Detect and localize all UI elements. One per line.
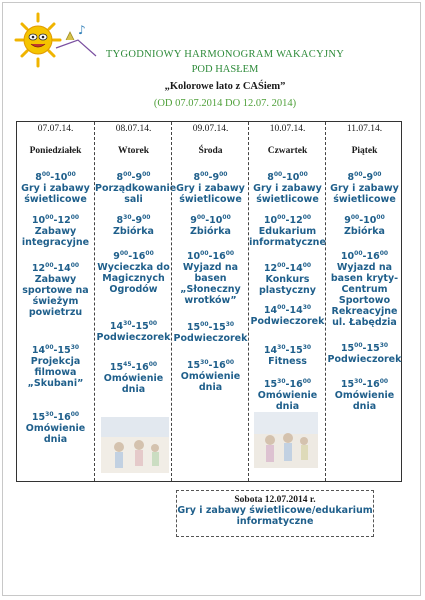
activity-time: $8^{00}-9^{00}$ — [116, 170, 151, 183]
time-start-hour: 15 — [109, 362, 124, 373]
time-end-minutes: 00 — [148, 360, 158, 368]
activity-description: Gry i zabawy świetlicowe — [176, 183, 245, 205]
time-start-minutes: 30 — [277, 343, 286, 351]
activity-description: Wyjazd na basen „Słoneczny wrotków” — [180, 262, 241, 306]
activity-time: $15^{00}-15^{30}$ — [186, 320, 235, 333]
activity-description: Zabawy integracyjne — [21, 226, 90, 248]
time-start-hour: 15 — [31, 412, 46, 423]
activity-time: $15^{30}-16^{00}$ — [340, 377, 389, 390]
time-end-minutes: 00 — [70, 213, 80, 221]
time-end-minutes: 00 — [373, 170, 382, 178]
activity-description: Omówienie dnia — [25, 423, 86, 445]
time-start-minutes: 30 — [123, 319, 132, 327]
time-end-minutes: 30 — [302, 303, 312, 311]
activity-time: $15^{30}-16^{00}$ — [31, 410, 80, 423]
time-end-hour: 16 — [132, 251, 146, 262]
time-start-minutes: 30 — [200, 358, 209, 366]
day-date: 08.07.14. — [115, 124, 152, 134]
time-end-hour: 15 — [289, 345, 303, 356]
schedule-table — [16, 121, 402, 482]
time-start-hour: 14 — [263, 345, 278, 356]
activity-item — [95, 251, 172, 295]
time-start-hour: 9 — [190, 215, 197, 226]
time-start-hour: 10 — [340, 251, 355, 262]
activity-item — [17, 412, 94, 445]
activity-item — [95, 362, 172, 395]
activity-item — [172, 251, 249, 306]
time-end-minutes: 30 — [70, 343, 80, 351]
activity-time: $14^{00}-14^{30}$ — [263, 303, 312, 316]
time-end-minutes: 00 — [142, 170, 151, 178]
time-start-hour: 9 — [344, 215, 351, 226]
activity-item — [172, 215, 249, 237]
time-start-minutes: 00 — [354, 170, 363, 178]
title-block — [80, 47, 370, 111]
time-end-hour: 14 — [289, 305, 303, 316]
time-end-minutes: 00 — [225, 249, 235, 257]
time-start-minutes: 00 — [200, 170, 209, 178]
time-start-minutes: 00 — [45, 343, 54, 351]
time-end-minutes: 00 — [145, 249, 154, 257]
time-start-hour: 15 — [263, 379, 278, 390]
activity-description: Gry i zabawy świetlicowe — [253, 183, 322, 205]
time-end-minutes: 00 — [299, 170, 308, 178]
activity-time: $9^{00}-10^{00}$ — [344, 213, 385, 226]
activity-item — [249, 215, 326, 248]
activity-description: Gry i zabawy świetlicowe — [330, 183, 399, 205]
time-start-minutes: 30 — [354, 377, 363, 385]
activity-description: Konkurs plastyczny — [259, 274, 316, 296]
activity-time: $14^{30}-15^{00}$ — [109, 319, 158, 332]
time-end-minutes: 30 — [302, 343, 312, 351]
day-date: 11.07.14. — [346, 124, 383, 134]
day-name: Poniedziałek — [29, 146, 82, 156]
activity-time: $9^{00}-16^{00}$ — [113, 249, 154, 262]
time-end-hour: 15 — [212, 322, 226, 333]
time-end-hour: 12 — [289, 215, 303, 226]
activity-description: Zbiórka — [113, 226, 154, 237]
time-end-hour: 16 — [212, 360, 226, 371]
time-end-minutes: 00 — [225, 358, 235, 366]
time-end-hour: 9 — [135, 215, 143, 226]
activity-item — [95, 170, 177, 205]
activity-item — [17, 172, 94, 205]
time-end-hour: 10 — [54, 172, 68, 183]
time-start-hour: 15 — [186, 322, 201, 333]
saturday-title: Sobota 12.07.2014 r. — [234, 495, 316, 505]
activity-time: $8^{00}-9^{00}$ — [347, 170, 382, 183]
time-end-minutes: 00 — [302, 213, 312, 221]
day-column — [171, 122, 249, 481]
activity-description: Projekcja filmowa „Skubani” — [27, 356, 84, 389]
activity-description: Omówienie dnia — [257, 390, 318, 412]
time-start-minutes: 00 — [277, 303, 286, 311]
time-end-minutes: 00 — [376, 213, 385, 221]
time-start-hour: 8 — [347, 172, 355, 183]
activity-item — [326, 251, 403, 328]
time-start-hour: 8 — [116, 215, 124, 226]
activity-time: $10^{00}-12^{00}$ — [31, 213, 80, 226]
time-start-minutes: 00 — [119, 249, 129, 257]
time-end-minutes: 00 — [302, 377, 312, 385]
time-end-hour: 9 — [135, 172, 143, 183]
time-end-hour: 10 — [209, 215, 223, 226]
activity-item — [249, 263, 326, 296]
activity-item — [172, 172, 249, 205]
time-end-minutes: 00 — [67, 170, 76, 178]
activity-item — [326, 172, 403, 205]
time-start-minutes: 00 — [277, 261, 286, 269]
activity-time: $10^{00}-16^{00}$ — [186, 249, 235, 262]
activity-description: Podwieczorek — [96, 332, 171, 343]
day-name: Środa — [198, 146, 223, 156]
time-start-minutes: 00 — [196, 213, 206, 221]
activity-item — [326, 343, 403, 365]
day-column — [248, 122, 326, 481]
day-column — [94, 122, 177, 481]
activity-item — [17, 345, 94, 389]
day-date: 07.07.14. — [37, 124, 74, 134]
time-start-minutes: 30 — [277, 377, 286, 385]
activity-item — [172, 322, 249, 344]
activity-time: $14^{00}-15^{30}$ — [31, 343, 80, 356]
time-end-hour: 15 — [366, 343, 380, 354]
activity-item — [17, 215, 94, 248]
activity-description: Omówienie dnia — [103, 373, 164, 395]
day-name: Wtorek — [118, 146, 149, 156]
svg-text:♪: ♪ — [78, 23, 86, 37]
time-end-hour: 9 — [366, 172, 374, 183]
day-name: Piątek — [351, 146, 378, 156]
time-start-minutes: 00 — [350, 213, 360, 221]
activity-time: $10^{00}-16^{00}$ — [340, 249, 389, 262]
time-start-minutes: 00 — [45, 213, 54, 221]
time-end-minutes: 00 — [219, 170, 228, 178]
activity-description: Wycieczka do Magicznych Ogrodów — [97, 262, 170, 295]
time-end-minutes: 00 — [302, 261, 312, 269]
activity-time: $12^{00}-14^{00}$ — [263, 261, 312, 274]
saturday-activity: Gry i zabawy świetlicowe/edukarium informatyczne — [177, 505, 373, 527]
activity-time: $9^{00}-10^{00}$ — [190, 213, 231, 226]
time-start-minutes: 00 — [45, 261, 54, 269]
saturday-box — [176, 490, 374, 537]
time-end-minutes: 00 — [222, 213, 231, 221]
time-end-hour: 16 — [57, 412, 71, 423]
activity-description: Wyjazd na basen kryty-Centrum Sportowo Rekreacyjne ul. Łabędzia — [330, 262, 399, 328]
time-end-minutes: 00 — [142, 213, 151, 221]
time-start-hour: 10 — [263, 215, 278, 226]
activity-item — [249, 305, 326, 327]
activity-time: $15^{30}-16^{00}$ — [263, 377, 312, 390]
time-end-minutes: 30 — [379, 341, 389, 349]
time-end-minutes: 00 — [70, 261, 80, 269]
activity-description: Podwieczorek — [327, 354, 402, 365]
activity-item — [249, 172, 326, 205]
activity-item — [95, 215, 172, 237]
time-start-minutes: 00 — [354, 249, 363, 257]
day-column — [17, 122, 94, 481]
time-end-hour: 16 — [135, 362, 149, 373]
activity-description: Omówienie dnia — [334, 390, 395, 412]
activity-item — [249, 345, 326, 367]
activity-time: $10^{00}-12^{00}$ — [263, 213, 312, 226]
time-start-hour: 8 — [267, 172, 274, 183]
activity-description: Edukarium informatyczne — [249, 226, 326, 248]
time-end-hour: 10 — [286, 172, 300, 183]
time-end-hour: 14 — [289, 263, 303, 274]
activity-description: Gry i zabawy świetlicowe — [21, 183, 90, 205]
time-end-hour: 15 — [135, 321, 149, 332]
time-end-minutes: 00 — [379, 249, 389, 257]
time-start-hour: 15 — [186, 360, 201, 371]
activity-item — [326, 379, 403, 412]
time-start-hour: 14 — [109, 321, 124, 332]
time-start-hour: 10 — [186, 251, 201, 262]
activity-time: $8^{30}-9^{00}$ — [116, 213, 151, 226]
time-end-minutes: 30 — [225, 320, 235, 328]
time-start-hour: 9 — [113, 251, 120, 262]
activity-item — [326, 215, 403, 237]
time-start-hour: 8 — [193, 172, 201, 183]
time-start-hour: 12 — [31, 263, 46, 274]
activity-description: Porządkowanie sali — [95, 183, 177, 205]
time-end-minutes: 00 — [70, 410, 80, 418]
activity-description: Omówienie dnia — [180, 371, 241, 393]
time-start-minutes: 00 — [200, 249, 209, 257]
activity-item — [17, 263, 94, 318]
time-start-hour: 12 — [263, 263, 278, 274]
time-start-hour: 14 — [263, 305, 278, 316]
time-end-hour: 16 — [212, 251, 226, 262]
activity-description: Zabawy sportowe na świeżym powietrzu — [22, 274, 89, 318]
activity-description: Fitness — [268, 356, 307, 367]
time-start-minutes: 00 — [123, 170, 132, 178]
day-name: Czwartek — [267, 146, 308, 156]
time-start-minutes: 00 — [354, 341, 363, 349]
time-start-hour: 8 — [116, 172, 124, 183]
time-start-minutes: 30 — [45, 410, 54, 418]
time-end-hour: 16 — [289, 379, 303, 390]
time-start-minutes: 00 — [273, 170, 283, 178]
activity-description: Zbiórka — [190, 226, 231, 237]
time-end-hour: 15 — [57, 345, 71, 356]
day-date: 09.07.14. — [192, 124, 229, 134]
time-start-minutes: 00 — [41, 170, 51, 178]
title-dates: (OD 07.07.2014 DO 12.07. 2014) — [153, 98, 297, 109]
time-end-hour: 10 — [363, 215, 377, 226]
day-column — [325, 122, 403, 481]
time-start-minutes: 45 — [123, 360, 132, 368]
time-start-hour: 8 — [35, 172, 42, 183]
time-end-hour: 12 — [57, 215, 71, 226]
time-end-hour: 16 — [366, 251, 380, 262]
activity-description: Podwieczorek — [173, 333, 248, 344]
activity-item — [249, 379, 326, 412]
time-end-hour: 14 — [57, 263, 71, 274]
time-end-hour: 9 — [212, 172, 220, 183]
time-start-minutes: 00 — [277, 213, 286, 221]
time-end-hour: 16 — [366, 379, 380, 390]
activity-time: $15^{45}-16^{00}$ — [109, 360, 158, 373]
activity-time: $8^{00}-10^{00}$ — [35, 170, 76, 183]
activity-item — [95, 321, 172, 343]
time-end-minutes: 00 — [148, 319, 158, 327]
day-date: 10.07.14. — [269, 124, 306, 134]
title-line-1: TYGODNIOWY HARMONOGRAM WAKACYJNY — [105, 49, 345, 60]
time-start-hour: 15 — [340, 343, 355, 354]
activity-time: $8^{00}-9^{00}$ — [193, 170, 228, 183]
time-start-hour: 15 — [340, 379, 355, 390]
activity-time: $12^{00}-14^{00}$ — [31, 261, 80, 274]
time-start-minutes: 30 — [123, 213, 132, 221]
title-slogan: „Kolorowe lato z CAŚiem” — [164, 81, 286, 92]
activity-description: Zbiórka — [344, 226, 385, 237]
time-start-minutes: 00 — [200, 320, 209, 328]
activity-time: $14^{30}-15^{30}$ — [263, 343, 312, 356]
activity-description: Podwieczorek — [250, 316, 325, 327]
time-start-hour: 10 — [31, 215, 46, 226]
time-start-hour: 14 — [31, 345, 46, 356]
activity-time: $8^{00}-10^{00}$ — [267, 170, 308, 183]
title-line-2: POD HASŁEM — [191, 64, 259, 75]
activity-time: $15^{30}-16^{00}$ — [186, 358, 235, 371]
activity-item — [172, 360, 249, 393]
time-end-minutes: 00 — [379, 377, 389, 385]
activity-time: $15^{00}-15^{30}$ — [340, 341, 389, 354]
